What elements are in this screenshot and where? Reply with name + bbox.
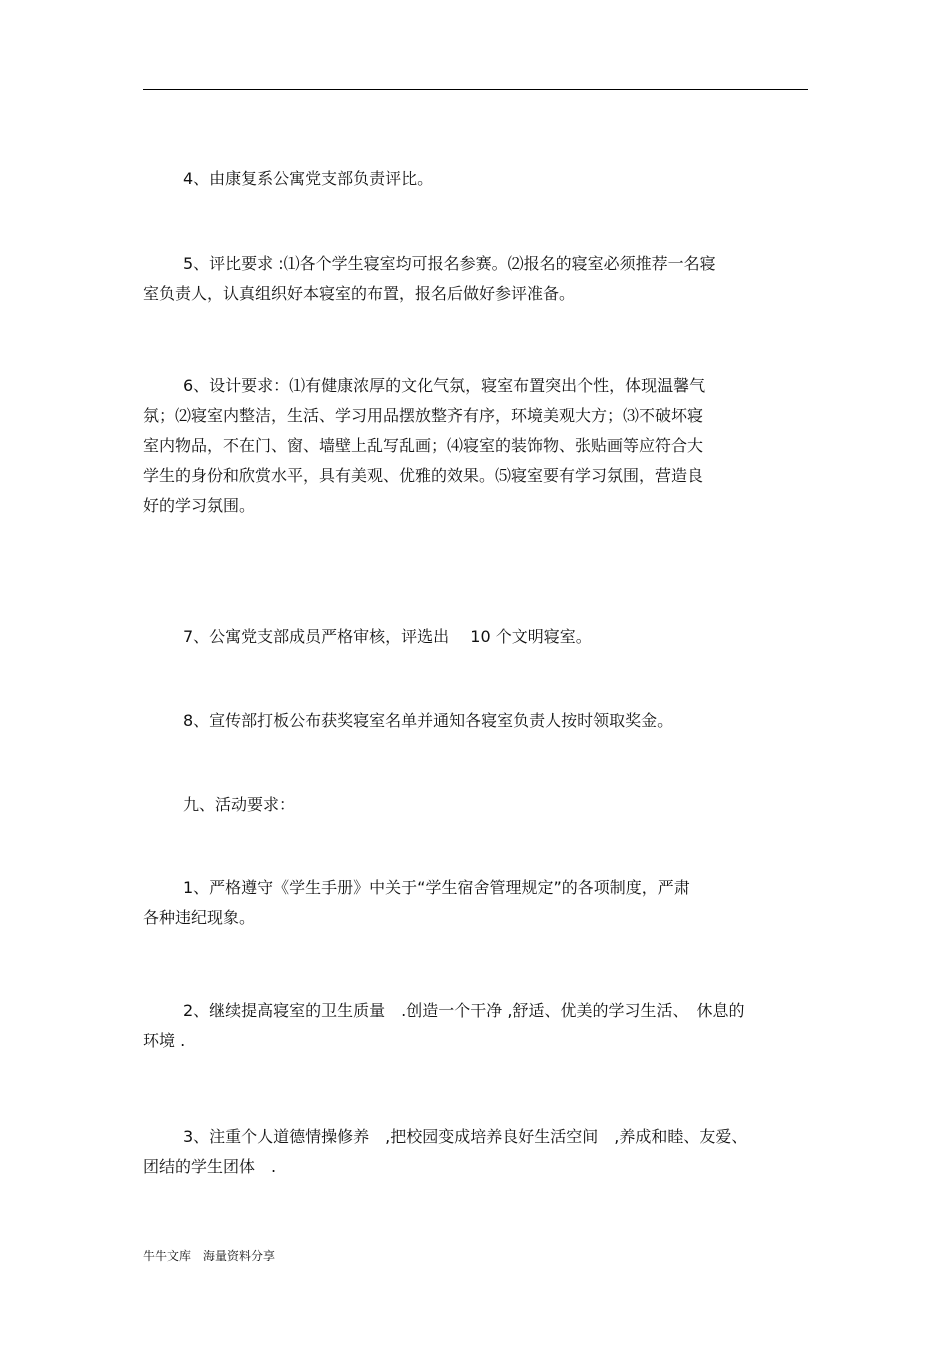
- footer-text: 牛牛文库 海量资料分享: [143, 1249, 276, 1263]
- requirement-1: [143, 873, 808, 933]
- paragraph-line: 3、注重个人道德情操修养 ,把校园变成培养良好生活空间 ,养成和睦、友爱、: [183, 1127, 748, 1146]
- paragraph-line: 6、设计要求：⑴有健康浓厚的文化气氛，寝室布置突出个性，体现温馨气: [183, 376, 706, 395]
- paragraph-line: 团结的学生团体 .: [143, 1157, 277, 1176]
- paragraph-line: 各种违纪现象。: [143, 908, 256, 927]
- paragraph-line: 2、继续提高寝室的卫生质量 .创造一个干净 ,舒适、优美的学习生活、 休息的: [183, 1001, 745, 1020]
- header-rule: [143, 89, 808, 90]
- paragraph-line: 8、宣传部打板公布获奖寝室名单并通知各寝室负责人按时领取奖金。: [183, 711, 674, 730]
- paragraph-8: [143, 706, 808, 736]
- paragraph-line: 室内物品，不在门、窗、墙壁上乱写乱画；⑷寝室的装饰物、张贴画等应符合大: [143, 436, 704, 455]
- paragraph-line: 1、严格遵守《学生手册》中关于“学生宿舍管理规定”的各项制度，严肃: [183, 878, 690, 897]
- paragraph-4: [143, 164, 808, 194]
- section-heading-requirements: [143, 790, 808, 820]
- paragraph-line: 九、活动要求：: [183, 795, 296, 814]
- requirement-3: [143, 1122, 808, 1182]
- paragraph-6: [143, 371, 808, 521]
- paragraph-line: 5、评比要求 :⑴各个学生寝室均可报名参赛。⑵报名的寝室必须推荐一名寝: [183, 254, 716, 273]
- paragraph-line: 室负责人，认真组织好本寝室的布置，报名后做好参评准备。: [143, 284, 576, 303]
- paragraph-line: 好的学习氛围。: [143, 496, 256, 515]
- requirement-2: [143, 996, 808, 1056]
- paragraph-line: 4、由康复系公寓党支部负责评比。: [183, 169, 434, 188]
- paragraph-5: [143, 249, 808, 309]
- paragraph-7: [143, 622, 808, 652]
- paragraph-line: 环境 .: [143, 1031, 186, 1050]
- paragraph-line: 7、公寓党支部成员严格审核，评选出 10 个文明寝室。: [183, 627, 592, 646]
- paragraph-line: 氛；⑵寝室内整洁，生活、学习用品摆放整齐有序，环境美观大方；⑶不破坏寝: [143, 406, 704, 425]
- paragraph-line: 学生的身份和欣赏水平，具有美观、优雅的效果。⑸寝室要有学习氛围，营造良: [143, 466, 704, 485]
